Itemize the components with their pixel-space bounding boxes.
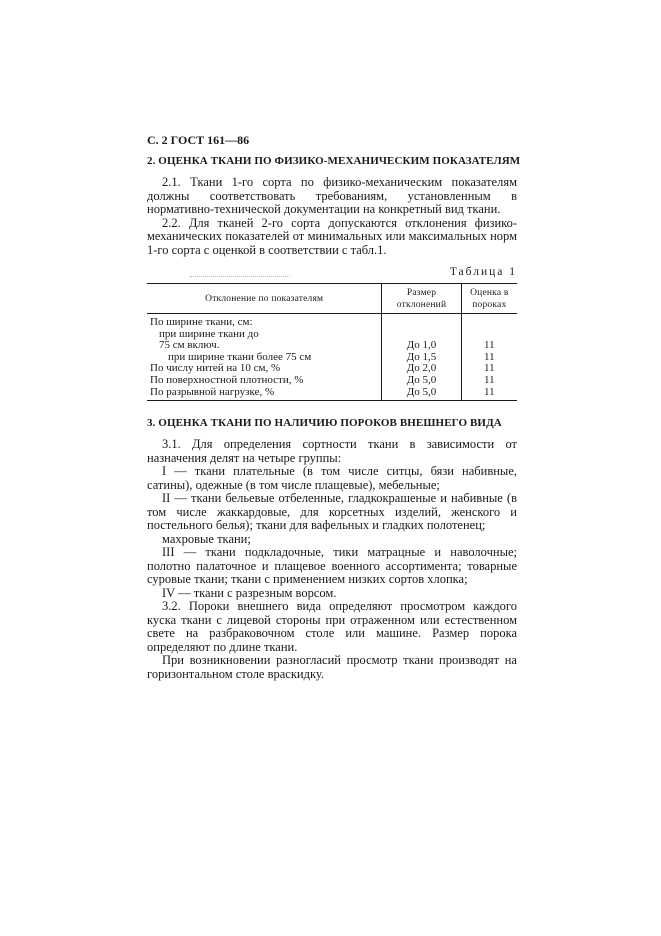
row-score: 11 [461, 375, 517, 387]
row-score [461, 314, 517, 329]
row-score: 11 [461, 387, 517, 401]
header-deviation: Отклонение по показателям [147, 284, 382, 314]
group-2-continuation: махровые ткани; [162, 531, 251, 546]
paragraph-2-1: 2.1. Ткани 1-го сорта по физико-механическим показателям должны соответствовать требованиям, установленным в нормативно-технической документации на конкретный вид ткани. [147, 175, 517, 216]
row-score: 11 [461, 363, 517, 375]
row-size: До 1,0 [382, 340, 461, 352]
row-size: До 5,0 [382, 375, 461, 387]
table-header-row [147, 284, 517, 314]
row-indicator: при ширине ткани до [159, 327, 259, 340]
row-score: 11 [461, 352, 517, 364]
table-row [147, 387, 517, 401]
deviation-table [147, 283, 517, 401]
group-3-item: III — ткани подкладочные, тики матрацные и наволочные; полотно палаточное и плащевое военного ассортимента; товарные суровые ткани; ткани с применением низких сортов хлопка; [147, 545, 517, 586]
section-2-body [147, 176, 517, 257]
paragraph-3-2-dispute: При возникновении разногласий просмотр ткани производят на горизонтальном столе враскидку. [147, 653, 517, 681]
row-indicator: при ширине ткани более 75 см [168, 350, 312, 363]
row-size: До 1,5 [382, 352, 461, 364]
section-2-title: 2. ОЦЕНКА ТКАНИ ПО ФИЗИКО-МЕХАНИЧЕСКИМ ПОКАЗАТЕЛЯМ [147, 155, 521, 167]
section-3-title: 3. ОЦЕНКА ТКАНИ ПО НАЛИЧИЮ ПОРОКОВ ВНЕШНЕГО ВИДА [147, 417, 502, 429]
group-2-item: II — ткани бельевые отбеленные, гладкокрашеные и набивные (в том числе жаккардовые, для корсетных изделий, женского и постельного белья); ткани для вафельных и гладких полотенец; [147, 491, 517, 532]
group-1-item: I — ткани плательные (в том числе ситцы, бязи набивные, сатины), одежные (в том числе плащевые), мебельные; [147, 464, 517, 492]
section-3-body [147, 438, 517, 681]
row-indicator: 75 см включ. [159, 339, 220, 352]
row-indicator: По разрывной нагрузке, % [147, 387, 382, 401]
row-size: До 5,0 [382, 387, 461, 401]
group-4-item: IV — ткани с разрезным ворсом. [162, 585, 337, 600]
header-size: Размер отклонений [382, 284, 461, 314]
row-indicator: По ширине ткани, см: [150, 316, 253, 328]
scan-artifact-line [190, 276, 290, 277]
paragraph-3-2: 3.2. Пороки внешнего вида определяют просмотром каждого куска ткани с лицевой стороны при отраженном или естественном свете на разбраковочном столе или машине. Размер порока определяют по длине ткани. [147, 599, 517, 654]
header-score: Оценка в пороках [461, 284, 517, 314]
row-score: 11 [461, 340, 517, 352]
row-size [382, 314, 461, 329]
page-header: С. 2 ГОСТ 161—86 [147, 133, 250, 147]
row-indicator: По поверхностной плотности, % [150, 373, 304, 386]
table-row [147, 375, 517, 387]
table-row [147, 314, 517, 329]
paragraph-3-1: 3.1. Для определения сортности ткани в зависимости от назначения делят на четыре группы: [147, 437, 517, 465]
paragraph-2-2: 2.2. Для тканей 2-го сорта допускаются отклонения физико-механических показателей от минимальных или максимальных норм 1-го сорта с оценкой в соответствии с табл.1. [147, 215, 517, 257]
table-label: Таблица 1 [449, 266, 517, 278]
row-size: До 2,0 [382, 363, 461, 375]
row-indicator: По числу нитей на 10 см, % [150, 362, 281, 375]
